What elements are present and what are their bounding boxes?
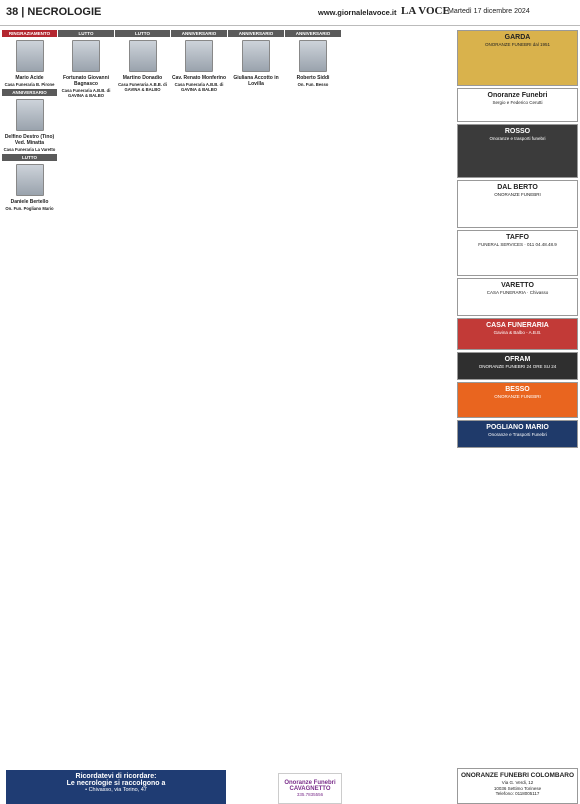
ad-subtitle: ONORANZE FUNEBRI [494, 394, 541, 399]
ad-address: Via G. Verdi, 12 [501, 780, 534, 785]
site-url[interactable]: www.giornalelavoce.it [318, 8, 397, 17]
ad-subtitle: CASA FUNERARIA · Chivasso [486, 290, 549, 295]
portrait-photo [16, 164, 44, 196]
funeral-home-signature: On. Fun. Besso [297, 82, 329, 87]
ad-subtitle: Onoranze e trasporti funebri [489, 136, 546, 141]
notice-band: ANNIVERSARIO [285, 30, 341, 37]
funeral-home-signature: Casa Funeraria La Varetto [3, 147, 56, 152]
ad-ofram[interactable] [457, 352, 578, 380]
funeral-home-signature: Casa Funeraria B. Pirone [4, 82, 55, 87]
funeral-home-signature: Casa Funeraria A.B.B. di GAVINA & BALBO [61, 88, 111, 98]
obituary-column-6 [285, 28, 341, 768]
ad-title: Onoranze Funebri CAVAGNETTO [284, 780, 336, 792]
ad-subtitle: Gavina & Balbo - A.B.B. [493, 330, 542, 335]
portrait-photo [185, 40, 213, 72]
ad-title: Onoranze Funebri [487, 92, 548, 99]
ad-title: GARDA [504, 34, 531, 41]
ad-title: VARETTO [501, 282, 534, 289]
ad-city: 10036 Settimo Torinese [493, 785, 542, 791]
notice-band: LUTTO [58, 30, 114, 37]
portrait-photo [129, 40, 157, 72]
ad-besso[interactable] [457, 382, 578, 418]
deceased-name: Martino Donadio [122, 75, 163, 81]
notice-band-2: ANNIVERSARIO [2, 89, 57, 96]
portrait-photo [16, 40, 44, 72]
ad-phone: 335.7835556 [296, 792, 324, 797]
deceased-name: Giuliana Accotto in Lovilla [233, 75, 279, 87]
ad-subtitle: Sergio e Federico Cerutti [492, 100, 543, 105]
deceased-name: Cav. Renato Monferino [171, 75, 227, 81]
deceased-name: Fortunato Giovanni Bagnasco [62, 75, 110, 87]
obituary-column-4 [171, 28, 227, 768]
ad-colombaro[interactable] [457, 768, 578, 804]
newspaper-brand: LA VOCE [401, 5, 450, 17]
portrait-photo [299, 40, 327, 72]
funeral-home-signature: Casa Funeraria A.B.B. di GAVINA & BALBO [174, 82, 224, 92]
obituary-column-1 [2, 28, 57, 768]
ad-subtitle: ONORANZE FUNEBRI dal 1951 [484, 42, 551, 47]
ad-title: OFRAM [504, 356, 531, 363]
ad-dal-berto[interactable] [457, 180, 578, 228]
deceased-name: Delfino Destro (Tino) Ved. Minatta [4, 134, 55, 146]
ad-subtitle: ONORANZE FUNEBRI [494, 192, 541, 197]
ad-gavina-balbo[interactable] [457, 318, 578, 350]
footer-line-2: Le necrologie si raccolgono a [66, 780, 166, 787]
ad-subtitle: FUNERAL SERVICES · 011 04.48.48.9 [478, 242, 557, 247]
funeral-home-signature: Casa Funeraria A.B.B. di GAVINA & BALBO [118, 82, 167, 92]
obituary-column-5 [228, 28, 284, 768]
advertisements-column [457, 28, 578, 803]
issue-date: Martedì 17 dicembre 2024 [448, 8, 530, 15]
portrait-photo [72, 40, 100, 72]
ad-phone: Telefono: 0118005117 [495, 791, 540, 796]
deceased-name: Mario Acide [15, 75, 44, 81]
ad-title: TAFFO [506, 234, 529, 241]
deceased-name: Roberto Siddi [296, 75, 330, 81]
footer-line-3: • Chivasso, via Torino, 47 [85, 787, 147, 793]
notice-band: ANNIVERSARIO [228, 30, 284, 37]
funeral-home-signature: On. Fun. Pogliano Mario [5, 206, 54, 211]
obituary-column-2 [58, 28, 114, 768]
ad-title: POGLIANO MARIO [486, 424, 549, 431]
notice-band: ANNIVERSARIO [171, 30, 227, 37]
ad-rosso[interactable] [457, 124, 578, 178]
page-header [0, 0, 580, 26]
obituary-column-3 [115, 28, 170, 768]
notice-band: RINGRAZIAMENTO [2, 30, 57, 37]
ad-varetto[interactable] [457, 278, 578, 316]
ad-garda[interactable] [457, 30, 578, 86]
ad-pogliano[interactable] [457, 420, 578, 448]
footer-line-1: Ricordatevi di ricordare: [75, 773, 157, 780]
portrait-photo [16, 99, 44, 131]
notice-band-3: LUTTO [2, 154, 57, 161]
ad-title: DAL BERTO [497, 184, 538, 191]
ad-taffo[interactable] [457, 230, 578, 276]
footer-info-box [6, 770, 226, 804]
deceased-name: Daniele Bertello [10, 199, 49, 205]
ad-title: ROSSO [504, 128, 531, 135]
notice-band: LUTTO [115, 30, 170, 37]
ad-subtitle: Onoranze e Trasporti Funebri [488, 432, 547, 437]
ad-subtitle: ONORANZE FUNEBRI 24 ORE SU 24 [478, 364, 557, 369]
ad-title: CASA FUNERARIA [486, 322, 549, 329]
portrait-photo [242, 40, 270, 72]
ad-cerutti[interactable] [457, 88, 578, 122]
page-number: 38 | NECROLOGIE [6, 6, 102, 18]
ad-title: BESSO [505, 386, 530, 393]
ad-title: ONORANZE FUNEBRI COLOMBARO [460, 772, 575, 779]
ad-cavagnetto[interactable] [278, 773, 342, 804]
